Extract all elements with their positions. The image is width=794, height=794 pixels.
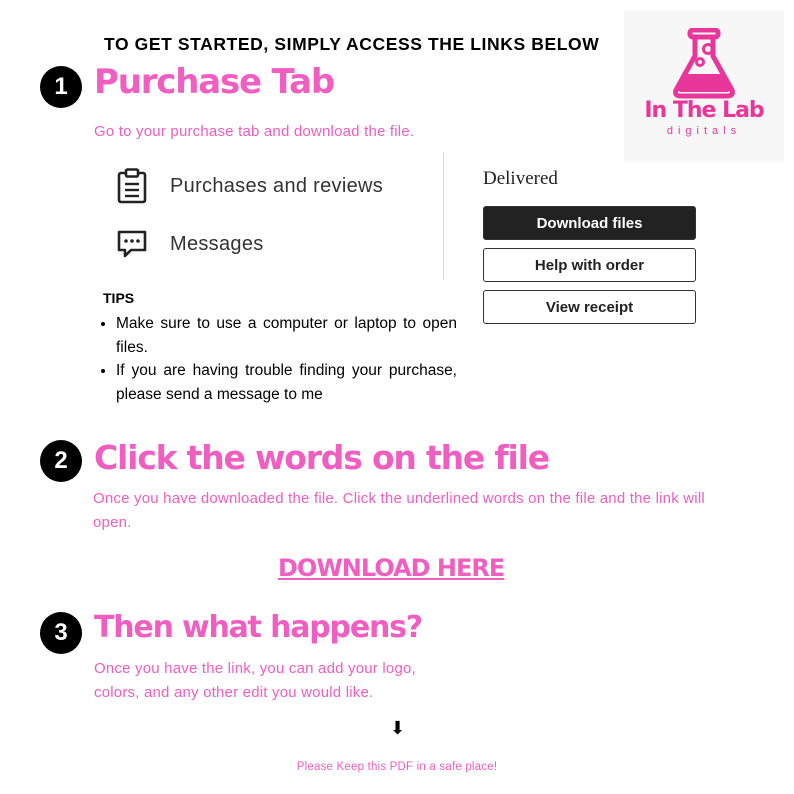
menu-item-purchases-label: Purchases and reviews <box>170 174 384 197</box>
step-1-description: Go to your purchase tab and download the file. <box>94 123 415 140</box>
step-1-badge: 1 <box>40 66 82 108</box>
view-receipt-button[interactable]: View receipt <box>483 290 696 324</box>
download-here-link[interactable]: DOWNLOAD HERE <box>278 554 505 582</box>
brand-logo <box>624 10 784 162</box>
clipboard-icon <box>116 168 148 204</box>
tips-heading: TIPS <box>103 290 135 306</box>
step-2-description: Once you have downloaded the file. Click the underlined words on the file and the link will open. <box>93 490 705 531</box>
page-header: TO GET STARTED, SIMPLY ACCESS THE LINKS BELOW <box>104 34 600 54</box>
step-2-title: Click the words on the file <box>94 438 549 477</box>
flask-icon <box>668 28 740 100</box>
step-2-badge: 2 <box>40 440 82 482</box>
chat-icon <box>116 228 148 260</box>
logo-title: In The Lab <box>644 98 764 123</box>
menu-item-messages-label: Messages <box>170 232 264 255</box>
menu-item-purchases[interactable] <box>116 168 383 204</box>
step-1-title: Purchase Tab <box>94 62 335 102</box>
divider <box>443 152 444 280</box>
logo-subtitle: digitals <box>666 125 742 137</box>
footer-note: Please Keep this PDF in a safe place! <box>296 761 498 773</box>
step-3-badge: 3 <box>40 612 82 654</box>
arrow-down-icon: ⬇ <box>390 718 406 738</box>
tip-item: • If you are having trouble finding your purchase, please send a message to me <box>116 359 457 406</box>
tip-item: • Make sure to use a computer or laptop to open files. <box>116 312 457 359</box>
tips-list <box>100 312 457 406</box>
step-3-description-line1: Once you have the link, you can add your logo, <box>94 660 416 677</box>
help-with-order-button[interactable]: Help with order <box>483 248 696 282</box>
menu-item-messages[interactable] <box>116 228 264 260</box>
order-status: Delivered <box>483 168 558 189</box>
download-files-button[interactable]: Download files <box>483 206 696 240</box>
step-3-title: Then what happens? <box>94 610 422 645</box>
step-3-description-line2: colors, and any other edit you would like. <box>94 684 374 701</box>
